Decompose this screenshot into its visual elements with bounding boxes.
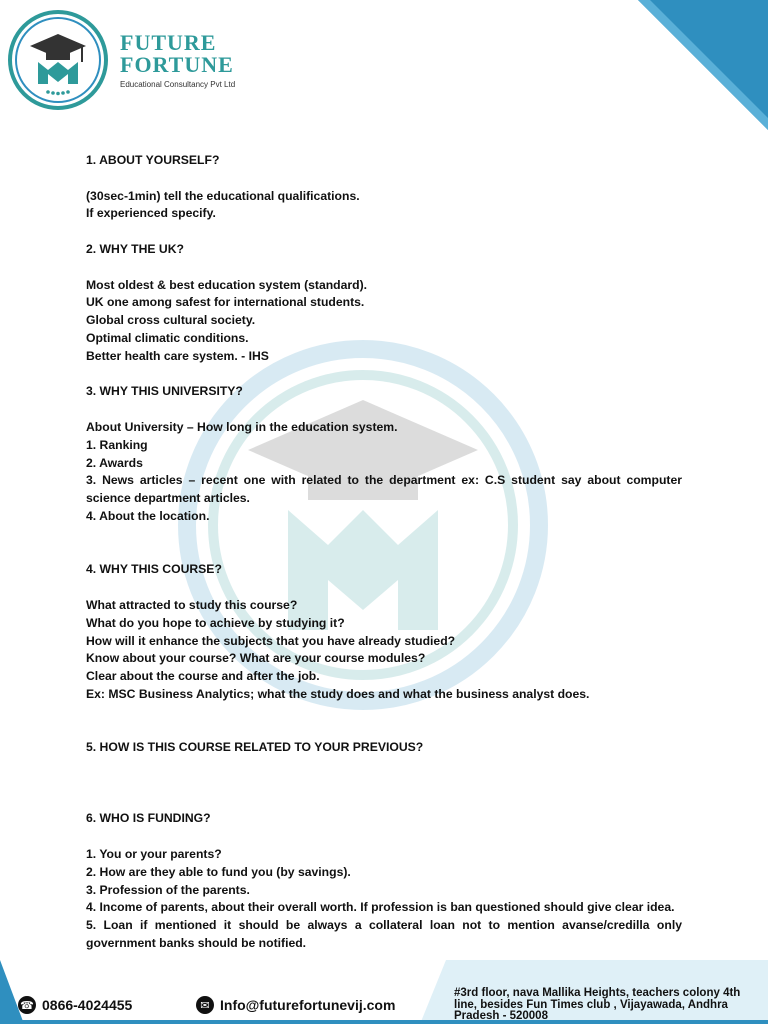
section-heading: 3. WHY THIS UNIVERSITY? (86, 384, 243, 399)
brand-text (120, 32, 235, 89)
phone-number: 0866-4024455 (42, 997, 133, 1013)
text-line: About University – How long in the education system. (86, 419, 398, 434)
brand-line-2: FORTUNE (120, 52, 234, 77)
logo-emblem-icon (8, 10, 108, 110)
text-line: 2. Awards (86, 455, 143, 470)
document-body (86, 152, 682, 953)
footer-phone[interactable] (18, 996, 132, 1014)
corner-triangles (638, 0, 768, 130)
section-heading: 1. ABOUT YOURSELF? (86, 153, 220, 167)
text-line: What do you hope to achieve by studying it? (86, 615, 345, 630)
text-line: 4. Income of parents, about their overall worth. If profession is ban questioned should give clear idea. (86, 900, 675, 915)
text-line: 5. Loan if mentioned it should be always a collateral loan not to mention avanse/credilla only government banks should be notified. (86, 918, 682, 951)
text-line: Clear about the course and after the job. (86, 669, 320, 684)
text-line: Know about your course? What are your course modules? (86, 651, 426, 666)
text-line: 1. You or your parents? (86, 847, 222, 862)
phone-icon: ☎ (18, 996, 36, 1014)
text-line: (30sec-1min) tell the educational qualifications. (86, 188, 360, 203)
brand-line-1: FUTURE (120, 30, 217, 55)
text-line: What attracted to study this course? (86, 597, 298, 612)
text-line: 2. How are they able to fund you (by savings). (86, 864, 351, 879)
section-heading: 4. WHY THIS COURSE? (86, 562, 222, 577)
text-line: Global cross cultural society. (86, 313, 256, 328)
email-icon: ✉ (196, 996, 214, 1014)
page-footer (0, 960, 768, 1024)
text-line: UK one among safest for international students. (86, 295, 365, 310)
footer-email[interactable] (196, 996, 395, 1014)
section-heading: 6. WHO IS FUNDING? (86, 811, 211, 826)
footer-address: #3rd floor, nava Mallika Heights, teachers colony 4th line, besides Fun Times club , Vijayawada, Andhra Pradesh - 520008 (454, 987, 741, 1022)
email-address: Info@futurefortunevij.com (220, 997, 396, 1013)
section-heading: 5. HOW IS THIS COURSE RELATED TO YOUR PREVIOUS? (86, 740, 424, 755)
text-line: Optimal climatic conditions. (86, 330, 249, 345)
text-line: 1. Ranking (86, 437, 148, 452)
text-line: 3. Profession of the parents. (86, 882, 250, 897)
text-line: How will it enhance the subjects that you have already studied? (86, 633, 456, 648)
text-line: Better health care system. - IHS (86, 348, 269, 363)
company-logo (8, 10, 238, 110)
text-line: Ex: MSC Business Analytics; what the study does and what the business analyst does. (86, 686, 590, 701)
brand-tagline: Educational Consultancy Pvt Ltd (120, 80, 236, 89)
text-line: Most oldest & best education system (standard). (86, 277, 368, 292)
text-line: If experienced specify. (86, 206, 216, 221)
section-heading: 2. WHY THE UK? (86, 241, 184, 256)
text-line: 4. About the location. (86, 508, 210, 523)
text-line: 3. News articles – recent one with related to the department ex: C.S student say about computer science department articles. (86, 473, 682, 506)
